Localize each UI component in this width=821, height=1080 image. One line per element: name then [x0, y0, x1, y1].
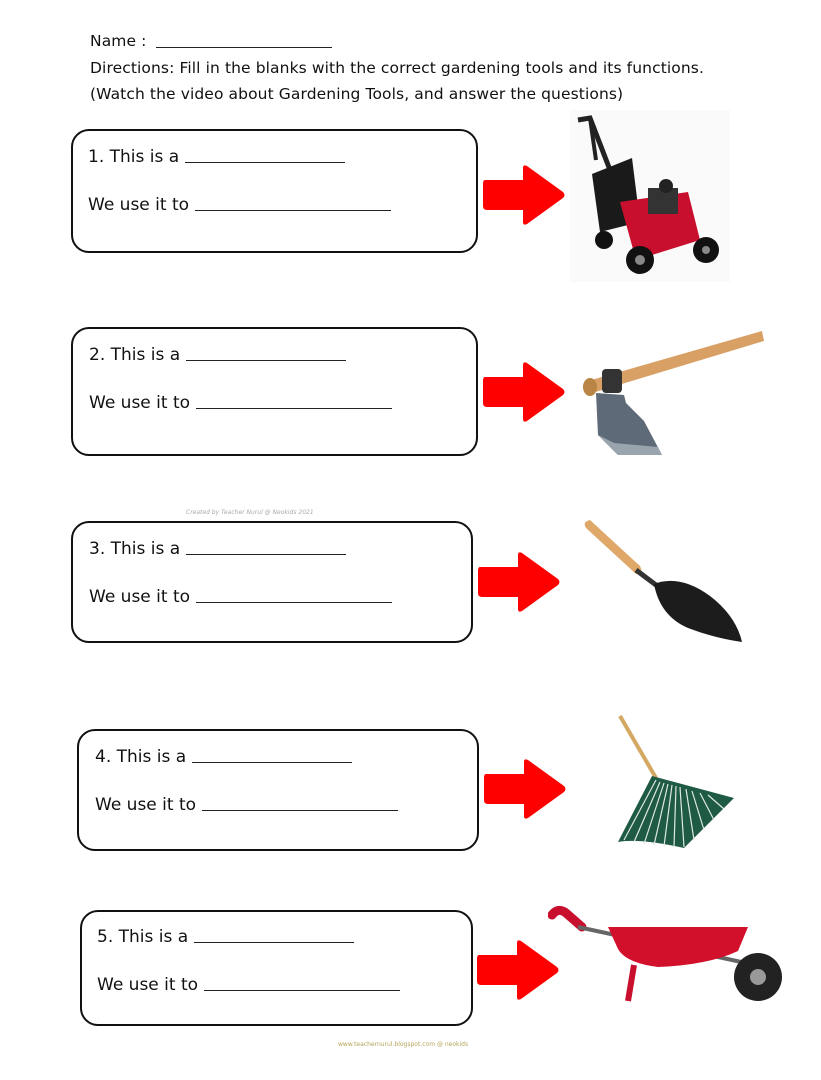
question-1-this-is	[88, 147, 345, 167]
question-5-this-is	[97, 927, 354, 947]
question-2-use	[89, 393, 392, 413]
question-3-tool-blank[interactable]	[186, 554, 346, 555]
question-5-function-blank[interactable]	[204, 990, 400, 991]
question-3-function-blank[interactable]	[196, 602, 392, 603]
name-blank[interactable]	[156, 47, 332, 48]
directions-text: Directions: Fill in the blanks with the correct gardening tools and its functions.	[90, 59, 705, 77]
question-3-use-label: We use it to	[89, 587, 191, 607]
arrow-right-icon	[480, 756, 568, 822]
watch-note: (Watch the video about Gardening Tools, and answer the questions)	[90, 85, 624, 103]
arrow-right-icon	[479, 162, 567, 228]
question-1-label: 1. This is a	[88, 147, 180, 167]
question-5-use-label: We use it to	[97, 975, 199, 995]
question-4-label: 4. This is a	[95, 747, 187, 767]
wheelbarrow-icon	[548, 905, 790, 1005]
question-3-use	[89, 587, 392, 607]
question-2-label: 2. This is a	[89, 345, 181, 365]
question-2-function-blank[interactable]	[196, 408, 392, 409]
question-4-use	[95, 795, 398, 815]
question-2-this-is	[89, 345, 346, 365]
credit-text: Created by Teacher Nurul @ Neokids 2021	[186, 509, 314, 516]
footer-link[interactable]: www.teachernurul.blogspot.com @ neokids	[338, 1041, 469, 1048]
question-1-use	[88, 195, 391, 215]
rake-icon	[612, 714, 737, 852]
name-label: Name :	[90, 32, 147, 50]
question-5-tool-blank[interactable]	[194, 942, 354, 943]
name-row	[90, 32, 332, 50]
trowel-icon	[580, 518, 745, 644]
question-3-this-is	[89, 539, 346, 559]
question-2-tool-blank[interactable]	[186, 360, 346, 361]
arrow-right-icon	[479, 359, 567, 425]
question-4-this-is	[95, 747, 352, 767]
question-1-tool-blank[interactable]	[185, 162, 345, 163]
question-2-use-label: We use it to	[89, 393, 191, 413]
lawn-mower-icon	[570, 110, 730, 282]
question-5-use	[97, 975, 400, 995]
question-4-tool-blank[interactable]	[192, 762, 352, 763]
question-3-label: 3. This is a	[89, 539, 181, 559]
arrow-right-icon	[474, 549, 562, 615]
question-1-use-label: We use it to	[88, 195, 190, 215]
hoe-icon	[578, 325, 768, 460]
question-1-function-blank[interactable]	[195, 210, 391, 211]
question-5-label: 5. This is a	[97, 927, 189, 947]
question-4-use-label: We use it to	[95, 795, 197, 815]
question-4-function-blank[interactable]	[202, 810, 398, 811]
